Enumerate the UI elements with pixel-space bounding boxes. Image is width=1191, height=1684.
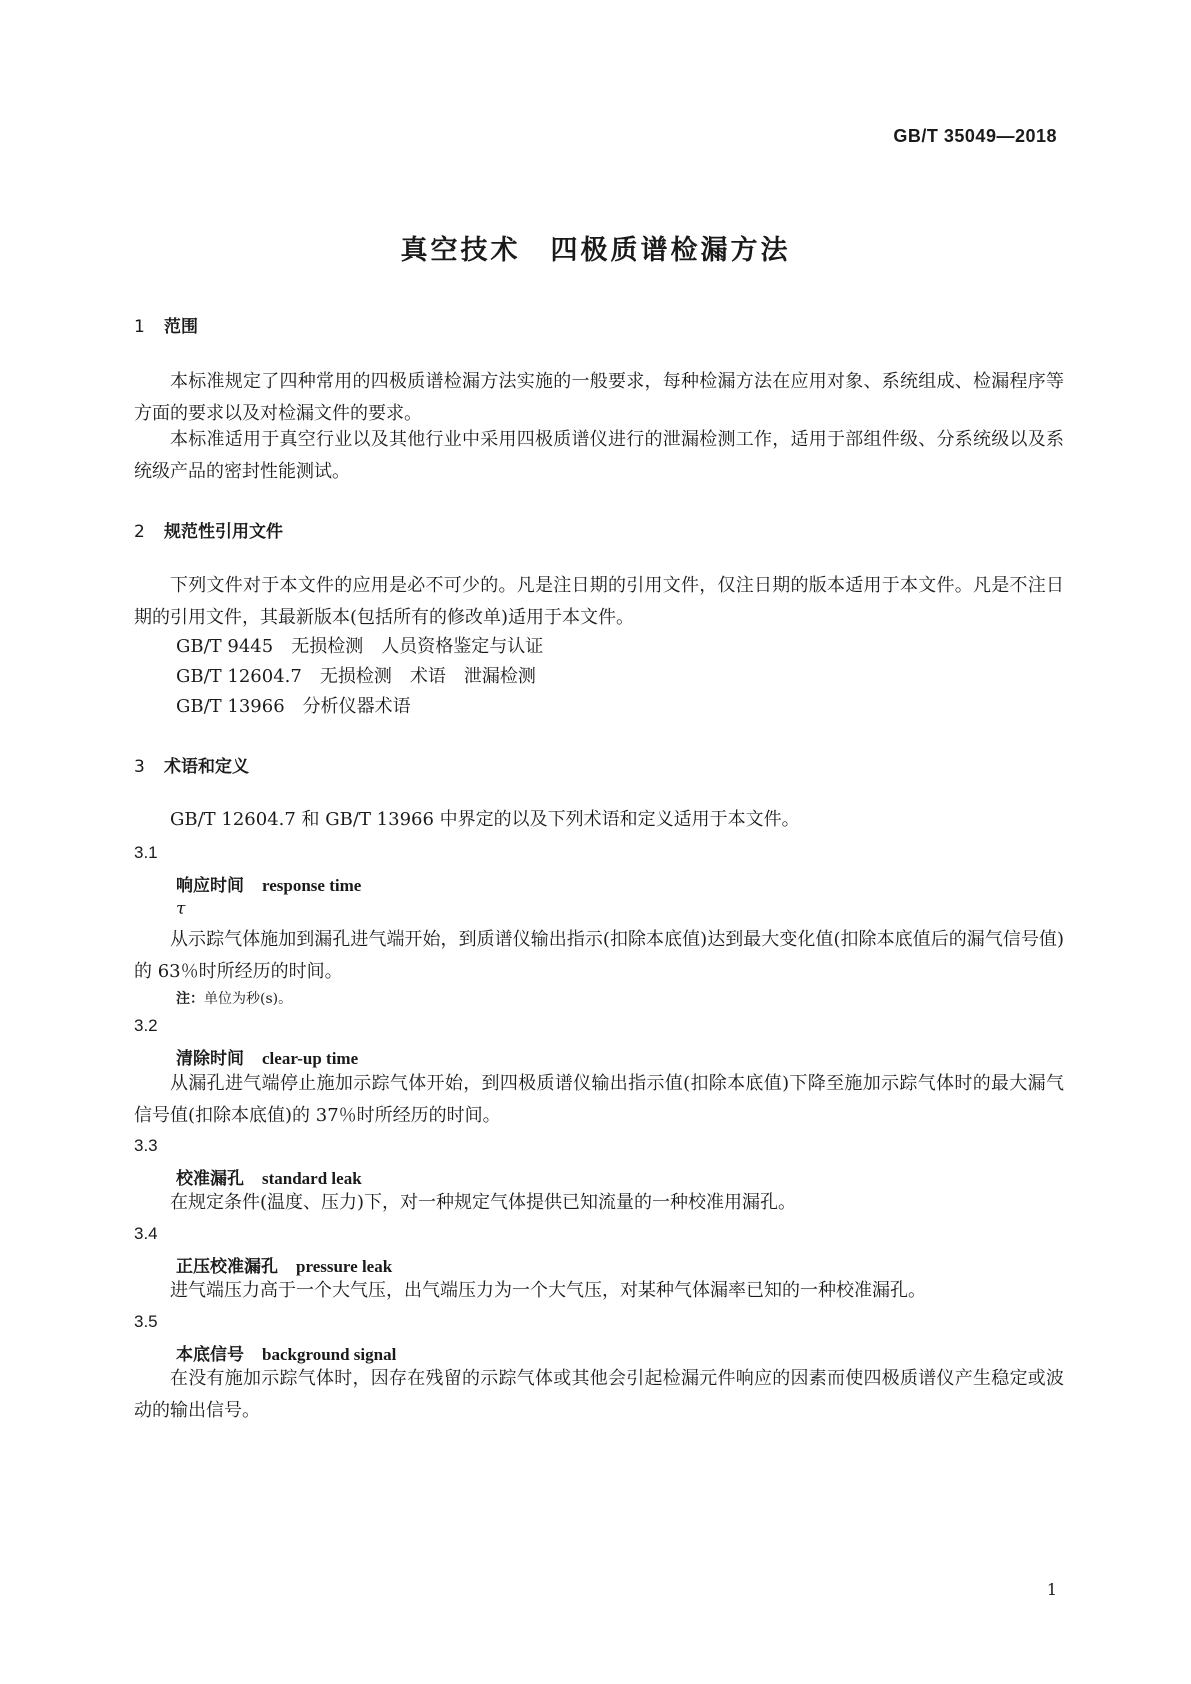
term-heading xyxy=(176,1044,358,1069)
clause-number: 3.4 xyxy=(134,1224,158,1243)
term-definition: 在规定条件(温度、压力)下，对一种规定气体提供已知流量的一种校准用漏孔。 xyxy=(170,1192,797,1213)
standard-code: GB/T 35049—2018 xyxy=(893,126,1057,146)
term-zh: 响应时间 xyxy=(176,876,244,896)
section-number: 2 xyxy=(134,522,145,542)
reference-item: GB/T 9445 无损检测 人员资格鉴定与认证 xyxy=(176,636,544,657)
section-heading-normative-references xyxy=(134,517,283,542)
term-zh: 本底信号 xyxy=(176,1345,244,1365)
term-heading xyxy=(176,1340,396,1365)
scope-paragraph-2: 本标准适用于真空行业以及其他行业中采用四极质谱仪进行的泄漏检测工作，适用于部组件级、分系统级以及系统级产品的密封性能测试。 xyxy=(134,429,1064,482)
clause-number: 3.1 xyxy=(134,843,158,862)
section-number: 3 xyxy=(134,757,145,777)
term-en: response time xyxy=(262,876,362,895)
term-heading xyxy=(176,1164,362,1189)
note-text: 单位为秒(s)。 xyxy=(204,991,293,1007)
clause-number: 3.2 xyxy=(134,1016,158,1035)
term-en: standard leak xyxy=(262,1169,362,1188)
term-note xyxy=(176,988,292,1008)
term-en: background signal xyxy=(262,1345,397,1364)
term-en: clear-up time xyxy=(262,1049,359,1068)
section-title: 术语和定义 xyxy=(164,757,249,777)
term-definition: 从示踪气体施加到漏孔进气端开始，到质谱仪输出指示(扣除本底值)达到最大变化值(扣除本底值后的漏气信号值)的 63％时所经历的时间。 xyxy=(134,929,1064,982)
section-title: 规范性引用文件 xyxy=(164,522,283,542)
references-paragraph: 下列文件对于本文件的应用是必不可少的。凡是注日期的引用文件，仅注日期的版本适用于本文件。凡是不注日期的引用文件，其最新版本(包括所有的修改单)适用于本文件。 xyxy=(134,575,1064,628)
reference-item: GB/T 12604.7 无损检测 术语 泄漏检测 xyxy=(176,666,536,687)
scope-paragraph-1: 本标准规定了四种常用的四极质谱检漏方法实施的一般要求，每种检漏方法在应用对象、系统组成、检漏程序等方面的要求以及对检漏文件的要求。 xyxy=(134,371,1064,424)
term-definition: 进气端压力高于一个大气压，出气端压力为一个大气压，对某种气体漏率已知的一种校准漏孔。 xyxy=(170,1280,926,1301)
section-number: 1 xyxy=(134,317,145,337)
term-heading xyxy=(176,871,361,896)
clause-number: 3.3 xyxy=(134,1136,158,1155)
term-zh: 正压校准漏孔 xyxy=(176,1257,278,1277)
section-heading-scope xyxy=(134,312,198,337)
reference-item: GB/T 13966 分析仪器术语 xyxy=(176,696,411,717)
document-title: 真空技术 四极质谱检漏方法 xyxy=(400,235,791,266)
terms-intro: GB/T 12604.7 和 GB/T 13966 中界定的以及下列术语和定义适用于本文件。 xyxy=(170,809,800,830)
section-title: 范围 xyxy=(164,317,198,337)
section-heading-terms xyxy=(134,752,249,777)
term-definition: 在没有施加示踪气体时，因存在残留的示踪气体或其他会引起检漏元件响应的因素而使四极质谱仪产生稳定或波动的输出信号。 xyxy=(134,1368,1064,1421)
clause-number: 3.5 xyxy=(134,1312,158,1331)
term-definition: 从漏孔进气端停止施加示踪气体开始，到四极质谱仪输出指示值(扣除本底值)下降至施加示踪气体时的最大漏气信号值(扣除本底值)的 37％时所经历的时间。 xyxy=(134,1073,1064,1126)
term-en: pressure leak xyxy=(296,1257,393,1276)
term-zh: 校准漏孔 xyxy=(176,1169,244,1189)
term-zh: 清除时间 xyxy=(176,1049,244,1069)
term-symbol: τ xyxy=(176,899,186,919)
term-heading xyxy=(176,1252,392,1277)
page-number: 1 xyxy=(1046,1580,1057,1599)
note-label: 注： xyxy=(176,991,204,1007)
